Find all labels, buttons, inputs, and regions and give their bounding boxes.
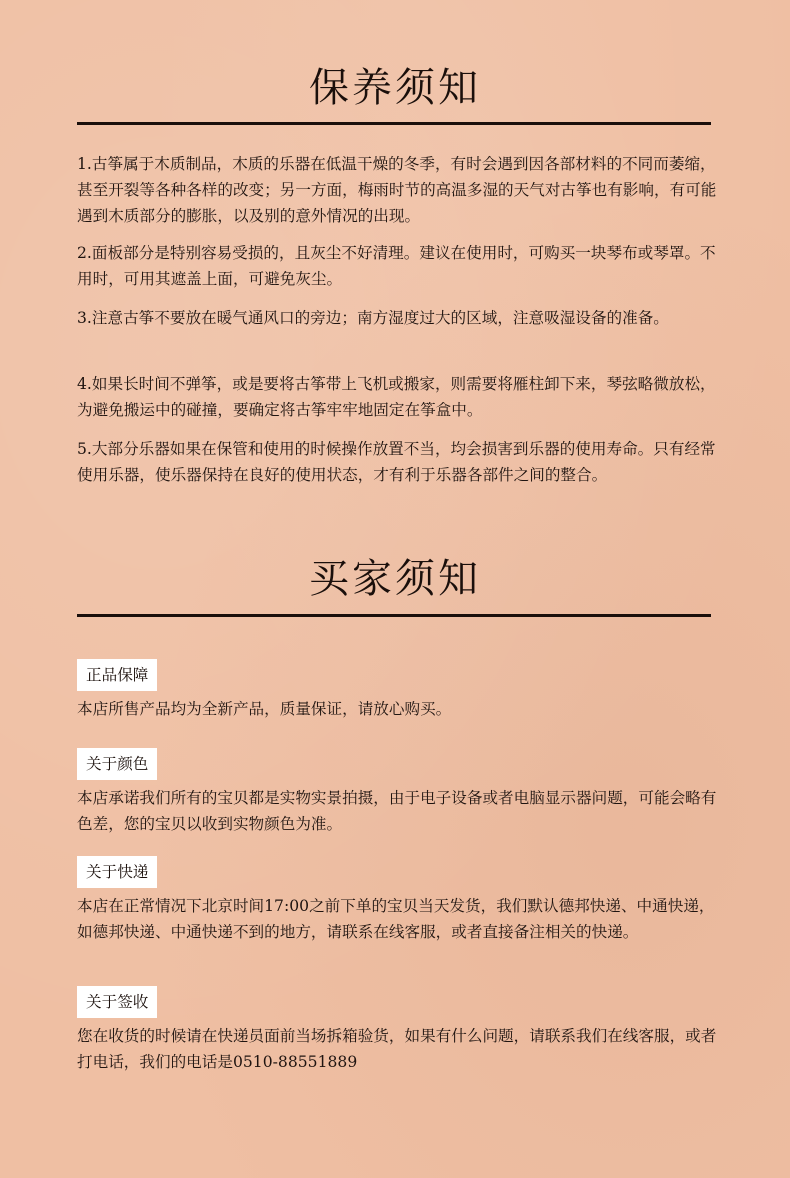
- care-paragraph-3: 3.注意古筝不要放在暖气通风口的旁边；南方湿度过大的区域，注意吸湿设备的准备。: [77, 309, 669, 327]
- care-paragraph-4: 4.如果长时间不弹筝，或是要将古筝带上飞机或搬家，则需要将雁柱卸下来，琴弦略微放松，为避免搬运中的碰撞，要确定将古筝牢牢地固定在筝盒中。: [77, 375, 716, 419]
- care-paragraph-5: 5.大部分乐器如果在保管和使用的时候操作放置不当，均会损害到乐器的使用寿命。只有经常使用乐器，使乐器保持在良好的使用状态，才有利于乐器各部件之间的整合。: [77, 440, 716, 484]
- care-divider: [77, 122, 711, 125]
- buyer-item-text-color: 本店承诺我们所有的宝贝都是实物实景拍摄，由于电子设备或者电脑显示器问题，可能会略有色差，您的宝贝以收到实物颜色为准。: [77, 789, 717, 833]
- care-paragraph-1: 1.古筝属于木质制品，木质的乐器在低温干燥的冬季，有时会遇到因各部材料的不同而萎缩，甚至开裂等各种各样的改变；另一方面，梅雨时节的高温多湿的天气对古筝也有影响，有可能遇到木质部分的膨胀，以及别的意外情况的出现。: [77, 155, 717, 225]
- buyer-item-text-authentic: 本店所售产品均为全新产品，质量保证，请放心购买。: [77, 700, 452, 718]
- buyer-title: 买家须知: [309, 556, 481, 602]
- buyer-divider: [77, 614, 711, 617]
- tag-receipt: 关于签收: [77, 986, 157, 1018]
- care-title: 保养须知: [309, 65, 481, 111]
- tag-shipping: 关于快递: [77, 856, 157, 888]
- tag-authentic: 正品保障: [77, 659, 157, 691]
- buyer-item-text-receipt: 您在收货的时候请在快递员面前当场拆箱验货，如果有什么问题，请联系我们在线客服，或者打电话，我们的电话是0510-88551889: [77, 1027, 717, 1071]
- care-paragraph-2: 2.面板部分是特别容易受损的，且灰尘不好清理。建议在使用时，可购买一块琴布或琴罩。不用时，可用其遮盖上面，可避免灰尘。: [77, 244, 716, 288]
- tag-color: 关于颜色: [77, 748, 157, 780]
- buyer-item-text-shipping: 本店在正常情况下北京时间17:00之前下单的宝贝当天发货，我们默认德邦快递、中通快递，如德邦快递、中通快递不到的地方，请联系在线客服，或者直接备注相关的快递。: [77, 897, 715, 941]
